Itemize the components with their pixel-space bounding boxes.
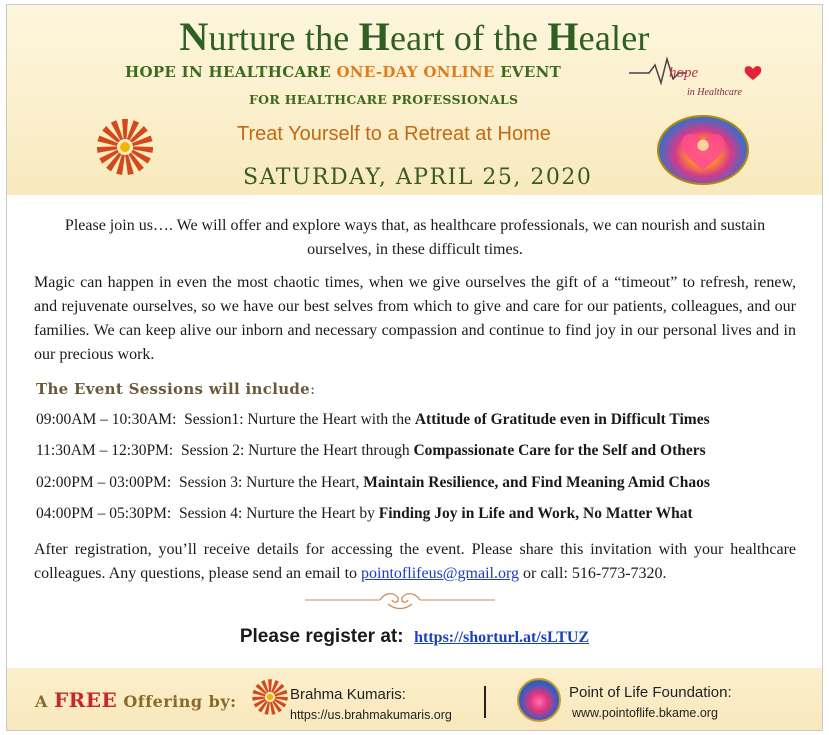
point-of-life-url[interactable]: www.pointoflife.bkame.org	[572, 706, 718, 720]
point-of-life-name: Point of Life Foundation:	[569, 684, 732, 701]
session-label: Session 2: Nurture the Heart through	[180, 442, 414, 459]
session-time: 02:00PM – 03:00PM:	[36, 474, 172, 491]
free-label: FREE	[53, 688, 118, 712]
title-word: ealer	[578, 18, 650, 58]
session-label: Session1: Nurture the Heart with the	[184, 411, 415, 428]
footer-separator	[484, 686, 486, 718]
footer-band	[7, 668, 822, 730]
brahma-kumaris-name: Brahma Kumaris:	[290, 686, 406, 703]
subtitle-part: HOPE IN HEALTHCARE	[125, 63, 337, 81]
contact-text: After registration, you’ll receive details for accessing the event. Please share this invitation with your healthcare colleagues. Any questions, please send an email to	[34, 541, 796, 582]
brahma-kumaris-url[interactable]: https://us.brahmakumaris.org	[290, 708, 452, 722]
title-initial: H	[547, 14, 579, 59]
session-title: Maintain Resilience, and Find Meaning Amid Chaos	[363, 474, 710, 491]
header-band	[7, 5, 822, 195]
session-title: Finding Joy in Life and Work, No Matter What	[378, 505, 693, 522]
session-time: 11:30AM – 12:30PM:	[36, 442, 174, 459]
body-paragraph: Magic can happen in even the most chaotic times, when we give ourselves the gift of a “timeout” to refresh, renew, and rejuvenate ourselves, so we have our best selves from which to give and care for our patients, colleagues, and our families. We can keep alive our inborn and necessary compassion and continue to find joy in our personal lives and in our precious work.	[34, 274, 796, 363]
session-time: 04:00PM – 05:30PM:	[36, 505, 172, 522]
audience-label: FOR HEALTHCARE PROFESSIONALS	[249, 92, 519, 107]
session-row	[36, 442, 706, 460]
subtitle-highlight: ONE-DAY ONLINE	[336, 63, 495, 81]
sessions-heading-text: The Event Sessions will include	[36, 380, 311, 398]
session-row	[36, 474, 710, 492]
session-title: Attitude of Gratitude even in Difficult Times	[414, 411, 710, 428]
contact-text: or call: 516-773-7320.	[519, 565, 667, 582]
event-subtitle	[125, 63, 561, 81]
offering-text: A	[35, 692, 54, 711]
free-offering-label	[35, 688, 237, 712]
heart-icon	[745, 66, 762, 80]
flyer-title	[7, 13, 822, 60]
title-word: urture the	[208, 18, 359, 58]
sessions-heading: The Event Sessions will include:	[36, 380, 316, 398]
session-label: Session 3: Nurture the Heart,	[178, 474, 364, 491]
email-link[interactable]: pointoflifeus@gmail.org	[361, 565, 520, 582]
title-initial: H	[358, 14, 390, 59]
title-word: eart of the	[389, 18, 548, 58]
intro-paragraph: Please join us…. We will offer and explore ways that, as healthcare professionals, we can nourish and sustain ourselves, in these difficult times.	[64, 217, 766, 258]
tagline: Treat Yourself to a Retreat at Home	[237, 123, 551, 145]
session-time: 09:00AM – 10:30AM:	[36, 411, 177, 428]
ornamental-divider	[300, 588, 500, 612]
logo-text: in Healthcare	[687, 87, 742, 98]
logo-text: hope	[669, 65, 699, 81]
title-initial: N	[179, 14, 209, 59]
register-line	[0, 626, 829, 648]
register-label: Please register at:	[239, 626, 404, 647]
session-row	[36, 411, 710, 429]
offering-text: Offering by:	[117, 692, 237, 711]
point-of-life-logo-icon	[517, 678, 561, 722]
session-title: Compassionate Care for the Self and Others	[413, 442, 706, 459]
brahma-kumaris-logo-icon	[251, 678, 289, 716]
session-label: Session 4: Nurture the Heart by	[178, 505, 379, 522]
heart-artwork-image	[657, 115, 749, 185]
contact-paragraph	[34, 538, 796, 586]
register-link[interactable]: https://shorturl.at/sLTUZ	[414, 629, 590, 646]
session-row	[36, 505, 693, 523]
brahma-kumaris-sun-icon	[95, 117, 155, 177]
event-date: SATURDAY, APRIL 25, 2020	[243, 165, 593, 190]
subtitle-part: EVENT	[494, 63, 562, 81]
hope-in-healthcare-logo	[629, 55, 779, 105]
